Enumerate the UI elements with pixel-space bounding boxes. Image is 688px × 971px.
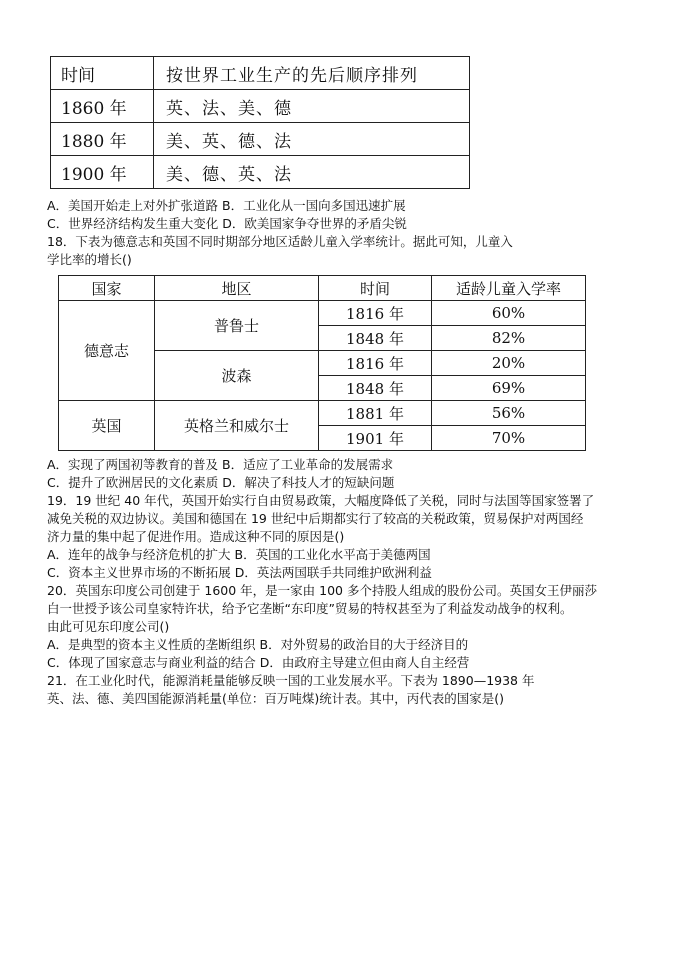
table-cell: 20% <box>432 351 586 376</box>
country-cell: 德意志 <box>59 301 155 401</box>
q17-option-line: C．世界经济结构发生重大变化 D．欧美国家争夺世界的矛盾尖锐 <box>47 216 407 231</box>
table-header-cell: 国家 <box>59 276 155 301</box>
q19-stem-line: 济力量的集中起了促进作用。造成这种不同的原因是() <box>47 529 345 544</box>
table-cell: 56% <box>432 401 586 426</box>
q19-stem-line: 19．19 世纪 40 年代，英国开始实行自由贸易政策，大幅度降低了关税，同时与法国等国家签署了 <box>47 493 595 508</box>
q20-stem-line: 由此可见东印度公司() <box>47 619 170 634</box>
enrollment-rate-table <box>58 275 586 451</box>
table-header-cell: 适龄儿童入学率 <box>432 276 586 301</box>
table-row <box>59 301 586 326</box>
table-row <box>51 90 470 123</box>
table-cell: 1816 年 <box>319 351 432 376</box>
table-cell: 82% <box>432 326 586 351</box>
region-cell: 英格兰和威尔士 <box>155 401 319 451</box>
q18-option-line: A．实现了两国初等教育的普及 B．适应了工业革命的发展需求 <box>47 457 394 472</box>
q18-stem-line: 18．下表为德意志和英国不同时期部分地区适龄儿童入学率统计。据此可知，儿童入 <box>47 234 513 249</box>
table-header-row <box>59 276 586 301</box>
table-cell: 70% <box>432 426 586 451</box>
table-cell: 美、德、英、法 <box>154 156 470 189</box>
table-cell: 1816 年 <box>319 301 432 326</box>
table-row <box>51 123 470 156</box>
q19-stem-line: 减免关税的双边协议。美国和德国在 19 世纪中后期都实行了较高的关税政策，贸易保护对两国经 <box>47 511 584 526</box>
country-cell: 英国 <box>59 401 155 451</box>
q21-stem-line: 21．在工业化时代，能源消耗量能够反映一国的工业发展水平。下表为 1890—1938 年 <box>47 673 535 688</box>
table-header-cell: 地区 <box>155 276 319 301</box>
q19-option-line: A．连年的战争与经济危机的扩大 B．英国的工业化水平高于美德两国 <box>47 547 431 562</box>
region-cell: 波森 <box>155 351 319 401</box>
table-cell: 69% <box>432 376 586 401</box>
q17-option-line: A．美国开始走上对外扩张道路 B．工业化从一国向多国迅速扩展 <box>47 198 406 213</box>
table-cell: 1848 年 <box>319 376 432 401</box>
q18-stem-line: 学比率的增长() <box>47 252 132 267</box>
table-cell: 60% <box>432 301 586 326</box>
table-row <box>51 156 470 189</box>
q18-option-line: C．提升了欧洲居民的文化素质 D．解决了科技人才的短缺问题 <box>47 475 395 490</box>
table-cell: 1848 年 <box>319 326 432 351</box>
industrial-ranking-table <box>50 56 470 189</box>
table-row <box>59 401 586 426</box>
q20-option-line: A．是典型的资本主义性质的垄断组织 B．对外贸易的政治目的大于经济目的 <box>47 637 469 652</box>
table-header-cell: 时间 <box>51 57 154 90</box>
q20-option-line: C．体现了国家意志与商业利益的结合 D．由政府主导建立但由商人自主经营 <box>47 655 470 670</box>
q19-option-line: C．资本主义世界市场的不断拓展 D．英法两国联手共同维护欧洲利益 <box>47 565 432 580</box>
table-header-cell: 按世界工业生产的先后顺序排列 <box>154 57 470 90</box>
table-cell: 1881 年 <box>319 401 432 426</box>
table-cell: 美、英、德、法 <box>154 123 470 156</box>
table-cell: 1901 年 <box>319 426 432 451</box>
table-header-cell: 时间 <box>319 276 432 301</box>
table-cell: 1880 年 <box>51 123 154 156</box>
table-cell: 1900 年 <box>51 156 154 189</box>
q20-stem-line: 白一世授予该公司皇家特许状，给予它垄断“东印度”贸易的特权甚至为了利益发动战争的权利。 <box>47 601 573 616</box>
q21-stem-line: 英、法、德、美四国能源消耗量(单位：百万吨煤)统计表。其中，丙代表的国家是() <box>47 691 505 706</box>
q20-stem-line: 20．英国东印度公司创建于 1600 年，是一家由 100 多个持股人组成的股份公司。英国女王伊丽莎 <box>47 583 597 598</box>
table-cell: 英、法、美、德 <box>154 90 470 123</box>
table-header-row <box>51 57 470 90</box>
table-cell: 1860 年 <box>51 90 154 123</box>
region-cell: 普鲁士 <box>155 301 319 351</box>
